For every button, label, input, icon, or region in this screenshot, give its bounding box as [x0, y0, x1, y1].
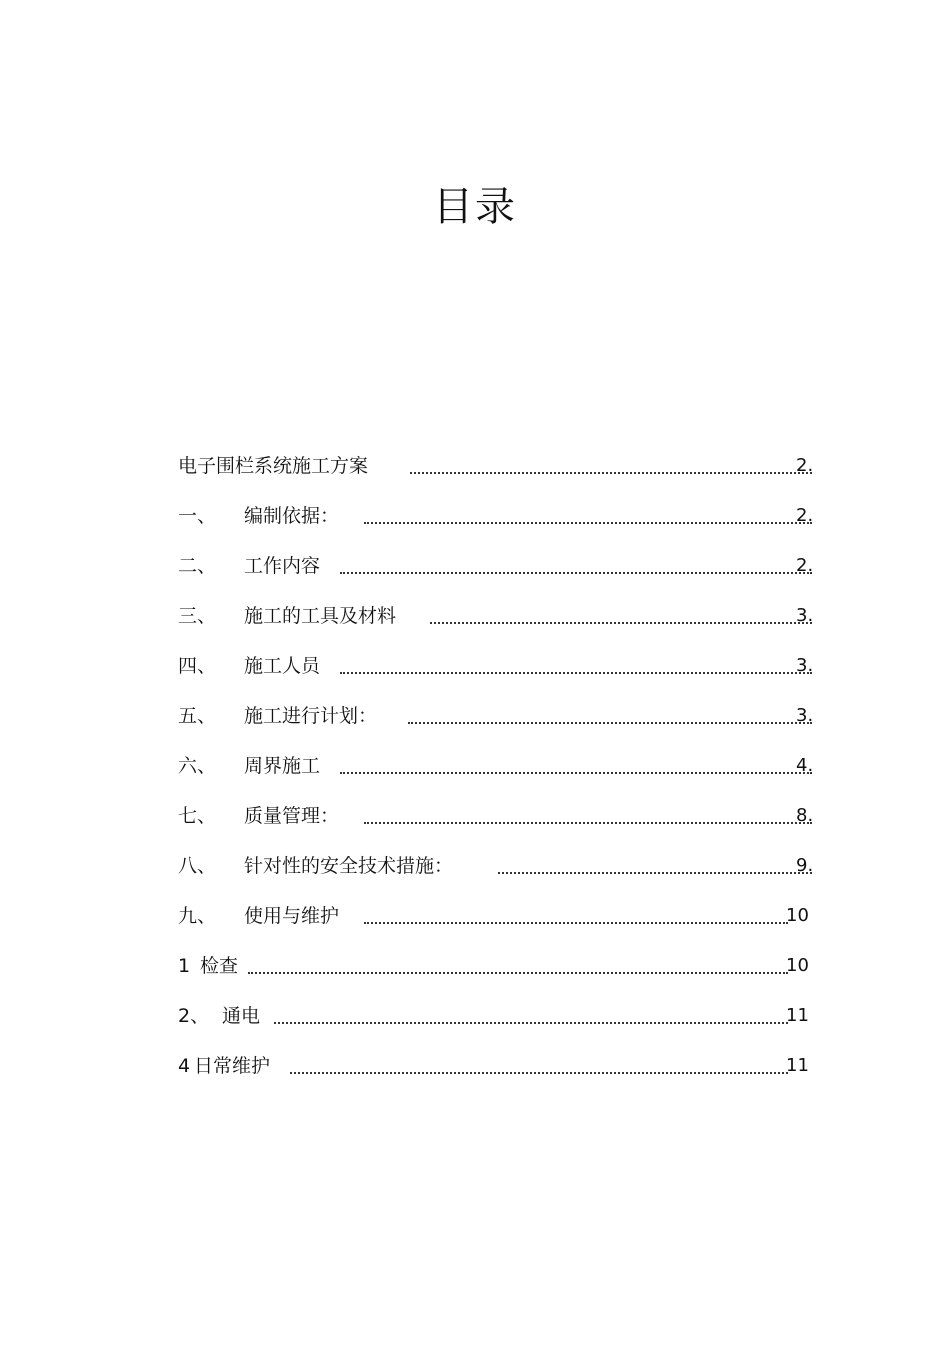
- toc-entry-number: 4: [178, 1055, 191, 1077]
- toc-entry-label: 针对性的安全技术措施：: [244, 855, 454, 877]
- toc-dot-leader: [340, 772, 812, 774]
- toc-dot-leader: [364, 522, 812, 524]
- toc-entry-number: 六、: [178, 755, 217, 777]
- toc-page-number: 4.: [796, 755, 814, 776]
- toc-entry[interactable]: [178, 851, 814, 901]
- toc-entry[interactable]: [178, 1051, 814, 1101]
- toc-entry[interactable]: [178, 751, 814, 801]
- toc-entry-number: 七、: [178, 805, 217, 827]
- toc-entry[interactable]: [178, 651, 814, 701]
- toc-entry-label: 编制依据：: [244, 505, 340, 527]
- toc-entry[interactable]: [178, 801, 814, 851]
- toc-entry-number: 二、: [178, 555, 217, 577]
- toc-entry[interactable]: [178, 551, 814, 601]
- toc-entry-label: 周界施工: [244, 755, 321, 777]
- toc-dot-leader: [274, 1022, 788, 1024]
- toc-entry-label: 施工进行计划：: [244, 705, 378, 727]
- page-title: 目录: [433, 184, 517, 230]
- toc-page-number: 11: [786, 1005, 809, 1026]
- toc-page-number: 2.: [796, 505, 814, 526]
- toc-entry-label: 日常维护: [194, 1055, 271, 1077]
- toc-entry[interactable]: [178, 901, 814, 951]
- toc-dot-leader: [290, 1072, 788, 1074]
- toc-dot-leader: [498, 872, 812, 874]
- toc-page-number: 3.: [796, 605, 814, 626]
- toc-page-number: 10: [786, 955, 809, 976]
- toc-entry[interactable]: [178, 951, 814, 1001]
- toc-entry[interactable]: [178, 701, 814, 751]
- toc-dot-leader: [364, 922, 788, 924]
- toc-entry-number: 1: [178, 955, 191, 977]
- toc-entry-label: 施工的工具及材料: [244, 605, 397, 627]
- toc-page-number: 10: [786, 905, 809, 926]
- toc-entry-label: 质量管理：: [244, 805, 340, 827]
- toc-dot-leader: [430, 622, 812, 624]
- toc-page-number: 8.: [796, 805, 814, 826]
- toc-entry-label: 检查: [200, 955, 239, 977]
- toc-dot-leader: [408, 722, 812, 724]
- toc-page-number: 3.: [796, 655, 814, 676]
- table-of-contents: [178, 451, 814, 1101]
- toc-dot-leader: [410, 472, 812, 474]
- toc-entry-number: 八、: [178, 855, 217, 877]
- toc-entry[interactable]: [178, 1001, 814, 1051]
- toc-dot-leader: [364, 822, 812, 824]
- toc-page-number: 3.: [796, 705, 814, 726]
- toc-entry[interactable]: [178, 601, 814, 651]
- toc-entry-label: 工作内容: [244, 555, 321, 577]
- toc-entry-number: 九、: [178, 905, 217, 927]
- toc-entry-number: 四、: [178, 655, 217, 677]
- toc-entry-number: 一、: [178, 505, 217, 527]
- toc-entry-label: 通电: [222, 1005, 261, 1027]
- toc-page-number: 2.: [796, 455, 814, 476]
- toc-dot-leader: [248, 972, 788, 974]
- toc-entry-label: 使用与维护: [244, 905, 340, 927]
- toc-page-number: 11: [786, 1055, 809, 1076]
- toc-entry-label: 电子围栏系统施工方案: [178, 455, 369, 477]
- toc-entry-number: 2、: [178, 1005, 210, 1027]
- toc-page-number: 9.: [796, 855, 814, 876]
- toc-entry-number: 三、: [178, 605, 217, 627]
- toc-dot-leader: [340, 572, 812, 574]
- toc-entry-number: 五、: [178, 705, 217, 727]
- toc-page-number: 2.: [796, 555, 814, 576]
- toc-dot-leader: [340, 672, 812, 674]
- toc-entry[interactable]: [178, 501, 814, 551]
- toc-entry[interactable]: [178, 451, 814, 501]
- toc-entry-label: 施工人员: [244, 655, 321, 677]
